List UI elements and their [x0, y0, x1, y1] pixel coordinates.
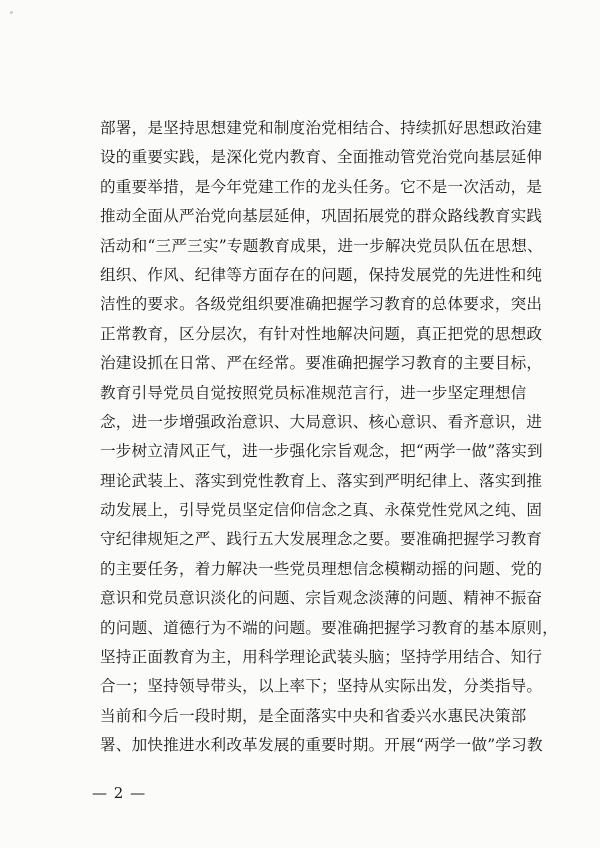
text-line: 守纪律规矩之严、践行五大发展理念之要。要准确把握学习教育	[100, 530, 543, 549]
text-line: 设的重要实践，是深化党内教育、全面推动管党治党向基层延伸	[100, 148, 543, 167]
text-line: 教育引导党员自觉按照党员标准规范言行，进一步坚定理想信	[100, 383, 527, 402]
text-line: 正常教育，区分层次，有针对性地解决问题，真正把党的思想政	[100, 324, 543, 343]
text-line: 推动全面从严治党向基层延伸，巩固拓展党的群众路线教育实践	[100, 207, 543, 226]
text-line: 当前和今后一段时期，是全面落实中央和省委兴水惠民决策部	[100, 706, 527, 725]
text-line: 理论武装上、落实到党性教育上、落实到严明纪律上、落实到推	[100, 471, 543, 490]
text-line: 的重要举措，是今年党建工作的龙头任务。它不是一次活动，是	[100, 177, 543, 196]
text-line: 部署，是坚持思想建党和制度治党相结合、持续抓好思想政治建	[100, 119, 543, 137]
text-line: 的主要任务，着力解决一些党员理想信念模糊动摇的问题、党的	[100, 559, 543, 578]
text-line: 意识和党员意识淡化的问题、宗旨观念淡薄的问题、精神不振奋	[100, 589, 543, 608]
scan-speck	[10, 11, 13, 14]
text-line: 坚持正面教育为主，用科学理论武装头脑；坚持学用结合、知行	[100, 648, 543, 667]
text-line: 署、加快推进水利改革发展的重要时期。开展“两学一做”学习教	[100, 736, 543, 755]
text-line: 动发展上，引导党员坚定信仰信念之真、永葆党性党风之纯、固	[100, 501, 543, 520]
text-line: 治建设抓在日常、严在经常。要准确把握学习教育的主要目标，	[100, 354, 543, 373]
body-text	[100, 114, 559, 761]
text-line: 一步树立清风正气，进一步强化宗旨观念，把“两学一做”落实到	[100, 442, 543, 461]
text-line: 合一；坚持领导带头，以上率下；坚持从实际出发，分类指导。	[100, 677, 543, 696]
text-line: 活动和“三严三实”专题教育成果，进一步解决党员队伍在思想、	[100, 236, 543, 255]
text-line: 念，进一步增强政治意识、大局意识、核心意识、看齐意识，进	[100, 412, 543, 431]
text-line: 组织、作风、纪律等方面存在的问题，保持发展党的先进性和纯	[100, 265, 543, 284]
text-line: 洁性的要求。各级党组织要准确把握学习教育的总体要求，突出	[100, 295, 543, 314]
page-number: — 2 —	[92, 784, 147, 802]
text-line: 的问题、道德行为不端的问题。要准确把握学习教育的基本原则，	[100, 618, 559, 637]
